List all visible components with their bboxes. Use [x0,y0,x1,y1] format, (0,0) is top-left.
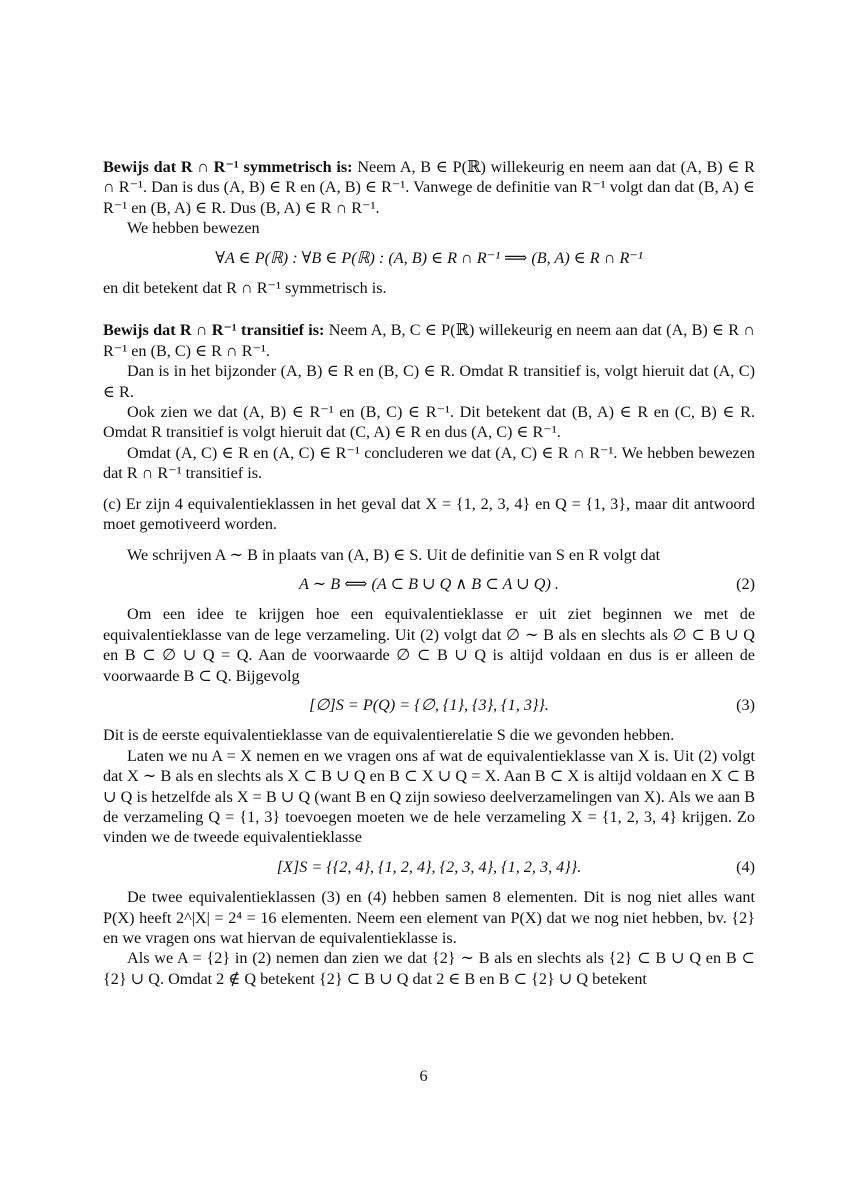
display-equation [103,857,755,877]
display-equation [103,695,755,715]
paragraph-text: Ook zien we dat (A, B) ∈ R⁻¹ en (B, C) ∈ R⁻¹. Dit betekent dat (B, A) ∈ R en (C, B) ∈ R. Omdat R transitief is volgt hieruit dat (C, A) ∈ R en dus (A, C) ∈ R⁻¹. [103,403,755,442]
proof-heading: Bewijs dat R ∩ R⁻¹ transitief is: [103,321,325,340]
section-gap [103,484,755,494]
equation-text: [∅]S = P(Q) = {∅, {1}, {3}, {1, 3}}. [309,695,549,714]
paragraph [103,402,755,443]
paragraph [103,948,755,989]
display-equation [103,574,755,594]
paragraph-text: (c) Er zijn 4 equivalentieklassen in het geval dat X = {1, 2, 3, 4} en Q = {1, 3}, maar dit antwoord moet gemotiveerd worden. [103,494,755,534]
equation-text: ∀A ∈ P(ℝ) : ∀B ∈ P(ℝ) : (A, B) ∈ R ∩ R⁻¹ ⟹ (B, A) ∈ R ∩ R⁻¹ [215,248,643,267]
paragraph-text: We hebben bewezen [127,219,260,238]
paragraph [103,725,755,745]
equation-number: (2) [736,574,755,593]
paragraph [103,887,755,948]
paragraph [103,361,755,402]
paragraph-text: Neem A, B ∈ P(ℝ) willekeurig en neem aan dat (A, B) ∈ R ∩ R⁻¹. Dan is dus (A, B) ∈ R en (A, B) ∈ R⁻¹. Vanwege de definitie van R⁻¹ volgt dan dat (B, A) ∈ R⁻¹ en (B, A) ∈ R. Dus (B, A) ∈ R ∩ R⁻¹. [103,158,755,217]
paragraph [103,443,755,484]
equation-text: [X]S = {{2, 4}, {1, 2, 4}, {2, 3, 4}, {1, 2, 3, 4}}. [276,857,582,876]
section-gap [103,535,755,545]
page-number: 6 [419,1067,428,1085]
paragraph-text: Neem A, B, C ∈ P(ℝ) willekeurig en neem aan dat (A, B) ∈ R ∩ R⁻¹ en (B, C) ∈ R ∩ R⁻¹. [103,321,755,360]
paragraph [103,545,755,565]
paragraph [103,746,755,848]
paragraph-text: Als we A = {2} in (2) nemen dan zien we dat {2} ∼ B als en slechts als {2} ⊂ B ∪ Q en B ⊂ {2} ∪ Q. Omdat 2 ∉ Q betekent {2} ⊂ B ∪ Q dat 2 ∈ B en B ⊂ {2} ∪ Q betekent [103,949,755,988]
paragraph-text: We schrijven A ∼ B in plaats van (A, B) ∈ S. Uit de definitie van S en R volgt dat [127,545,661,564]
paragraph-text: Dit is de eerste equivalentieklasse van de equivalentierelatie S die we gevonden hebben. [103,726,675,745]
proof-heading: Bewijs dat R ∩ R⁻¹ symmetrisch is: [103,158,353,176]
page-body [103,157,755,989]
paragraph-text: Om een idee te krijgen hoe een equivalentieklasse er uit ziet beginnen we met de equivalentieklasse van de lege verzameling. Uit (2) volgt dat ∅ ∼ B als en slechts als ∅ ⊂ B ∪ Q en B ⊂ ∅ ∪ Q = Q. Aan de voorwaarde ∅ ⊂ B ∪ Q is altijd voldaan en dus is er alleen de voorwaarde B ⊂ Q. Bijgevolg [103,605,755,685]
paragraph-text: en dit betekent dat R ∩ R⁻¹ symmetrisch is. [103,279,387,298]
equation-text: A ∼ B ⟺ (A ⊂ B ∪ Q ∧ B ⊂ A ∪ Q) . [299,574,559,593]
paragraph [103,604,755,686]
equation-number: (3) [736,695,755,714]
paragraph [103,278,755,298]
paragraph [103,494,755,535]
display-equation [103,248,755,268]
paragraph-text: Omdat (A, C) ∈ R en (A, C) ∈ R⁻¹ concluderen we dat (A, C) ∈ R ∩ R⁻¹. We hebben bewezen dat R ∩ R⁻¹ transitief is. [103,443,755,483]
paragraph [103,218,755,238]
paragraph-text: Laten we nu A = X nemen en we vragen ons af wat de equivalentieklasse van X is. Uit (2) volgt dat X ∼ B als en slechts als X ⊂ B ∪ Q en B ⊂ X ∪ Q = X. Aan B ⊂ X is altijd voldaan en X ⊂ B ∪ Q is hetzelfde als X = B ∪ Q (want B en Q zijn sowieso deelverzamelingen van X). Als we aan B de verzameling Q = {1, 3} toevoegen moeten we de hele verzameling X = {1, 2, 3, 4} krijgen. Zo vinden we de tweede equivalentieklasse [103,746,755,847]
equation-number: (4) [736,857,755,876]
proof-paragraph [103,320,755,361]
paragraph-text: De twee equivalentieklassen (3) en (4) hebben samen 8 elementen. Dit is nog niet alles want P(X) heeft 2^|X| = 2⁴ = 16 elementen. Neem een element van P(X) dat we nog niet hebben, bv. {2} en we vragen ons wat hiervan de equivalentieklasse is. [103,888,755,947]
section-gap [103,298,755,320]
proof-paragraph [103,157,755,218]
paragraph-text: Dan is in het bijzonder (A, B) ∈ R en (B, C) ∈ R. Omdat R transitief is, volgt hieruit dat (A, C) ∈ R. [103,362,755,401]
